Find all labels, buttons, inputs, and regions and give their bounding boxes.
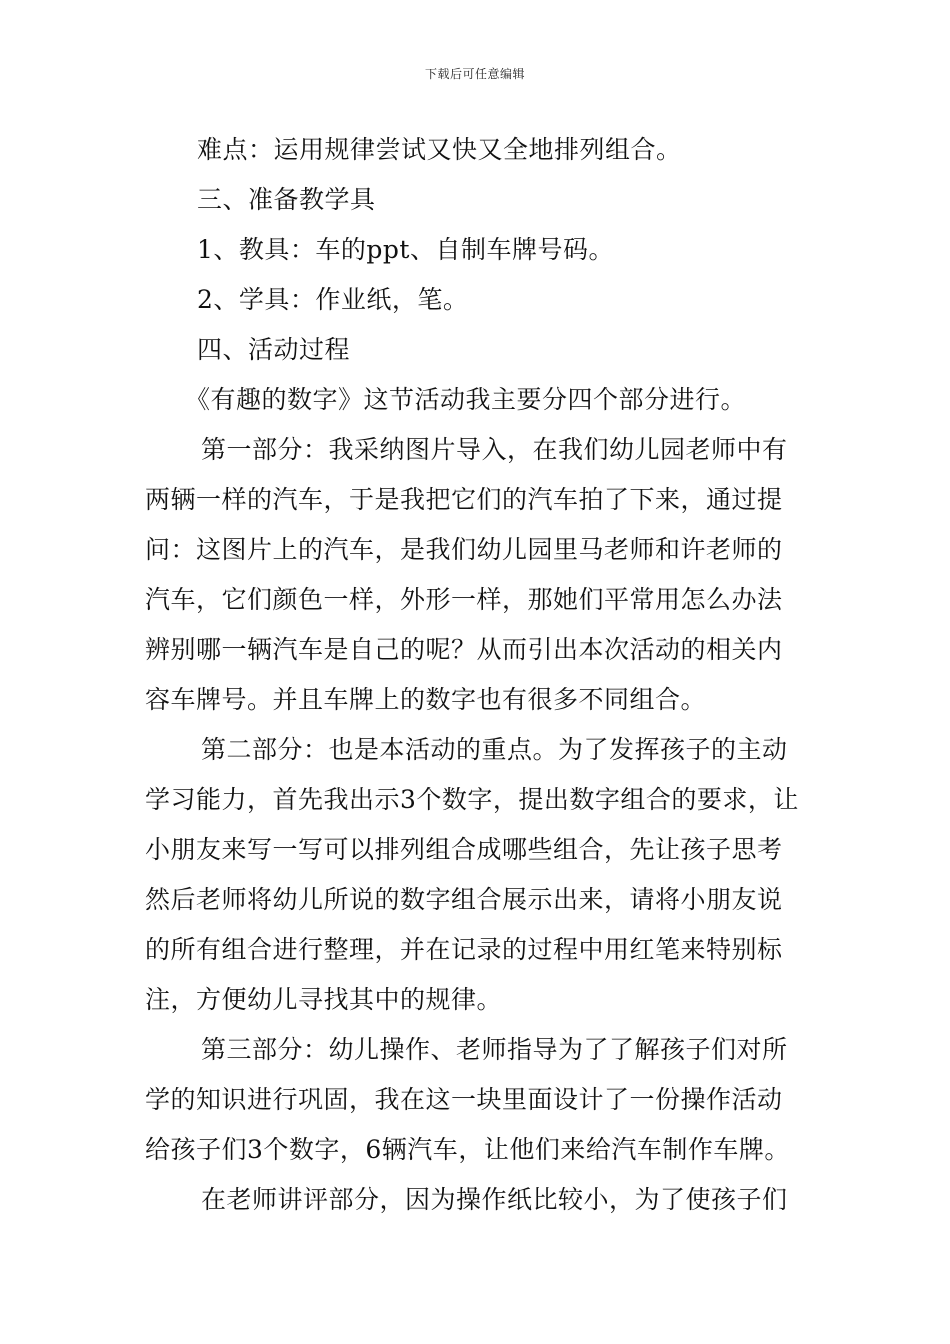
paragraph-line: 两辆一样的汽车，于是我把它们的汽车拍了下来，通过提 — [145, 485, 783, 514]
paragraph-line: 注，方便幼儿寻找其中的规律。 — [145, 985, 503, 1014]
paragraph-line: 第三部分：幼儿操作、老师指导为了了解孩子们对所 — [201, 1035, 788, 1064]
paragraph-line: 汽车，它们颜色一样，外形一样，那她们平常用怎么办法 — [145, 585, 783, 614]
paragraph-line: 给孩子们3个数字，6辆汽车，让他们来给汽车制作车牌。 — [145, 1135, 790, 1164]
paragraph-line: 第一部分：我采纳图片导入，在我们幼儿园老师中有 — [201, 435, 788, 464]
page-header-note: 下载后可任意编辑 — [424, 67, 525, 81]
learning-aids-line: 2、学具：作业纸，笔。 — [197, 285, 469, 314]
paragraph-line: 容车牌号。并且车牌上的数字也有很多不同组合。 — [145, 685, 707, 714]
paragraph-line: 在老师讲评部分，因为操作纸比较小，为了使孩子们 — [201, 1185, 788, 1214]
section-heading-process: 四、活动过程 — [197, 335, 351, 364]
difficulty-line: 难点：运用规律尝试又快又全地排列组合。 — [197, 135, 682, 164]
paragraph-line: 学习能力，首先我出示3个数字，提出数字组合的要求，让 — [145, 785, 799, 814]
paragraph-line: 然后老师将幼儿所说的数字组合展示出来，请将小朋友说 — [145, 885, 783, 914]
paragraph-line: 问：这图片上的汽车，是我们幼儿园里马老师和许老师的 — [145, 535, 783, 564]
activity-overview-line: 《有趣的数字》这节活动我主要分四个部分进行。 — [185, 385, 747, 414]
paragraph-line: 小朋友来写一写可以排列组合成哪些组合，先让孩子思考 — [145, 835, 783, 864]
paragraph-line: 的所有组合进行整理，并在记录的过程中用红笔来特别标 — [145, 935, 783, 964]
paragraph-line: 学的知识进行巩固，我在这一块里面设计了一份操作活动 — [145, 1085, 783, 1114]
paragraph-line: 第二部分：也是本活动的重点。为了发挥孩子的主动 — [201, 735, 788, 764]
document-body — [145, 125, 810, 1225]
teaching-aids-line: 1、教具：车的ppt、自制车牌号码。 — [197, 235, 614, 264]
paragraph-line: 辨别哪一辆汽车是自己的呢？从而引出本次活动的相关内 — [145, 635, 783, 664]
section-heading-preparation: 三、准备教学具 — [197, 185, 376, 214]
